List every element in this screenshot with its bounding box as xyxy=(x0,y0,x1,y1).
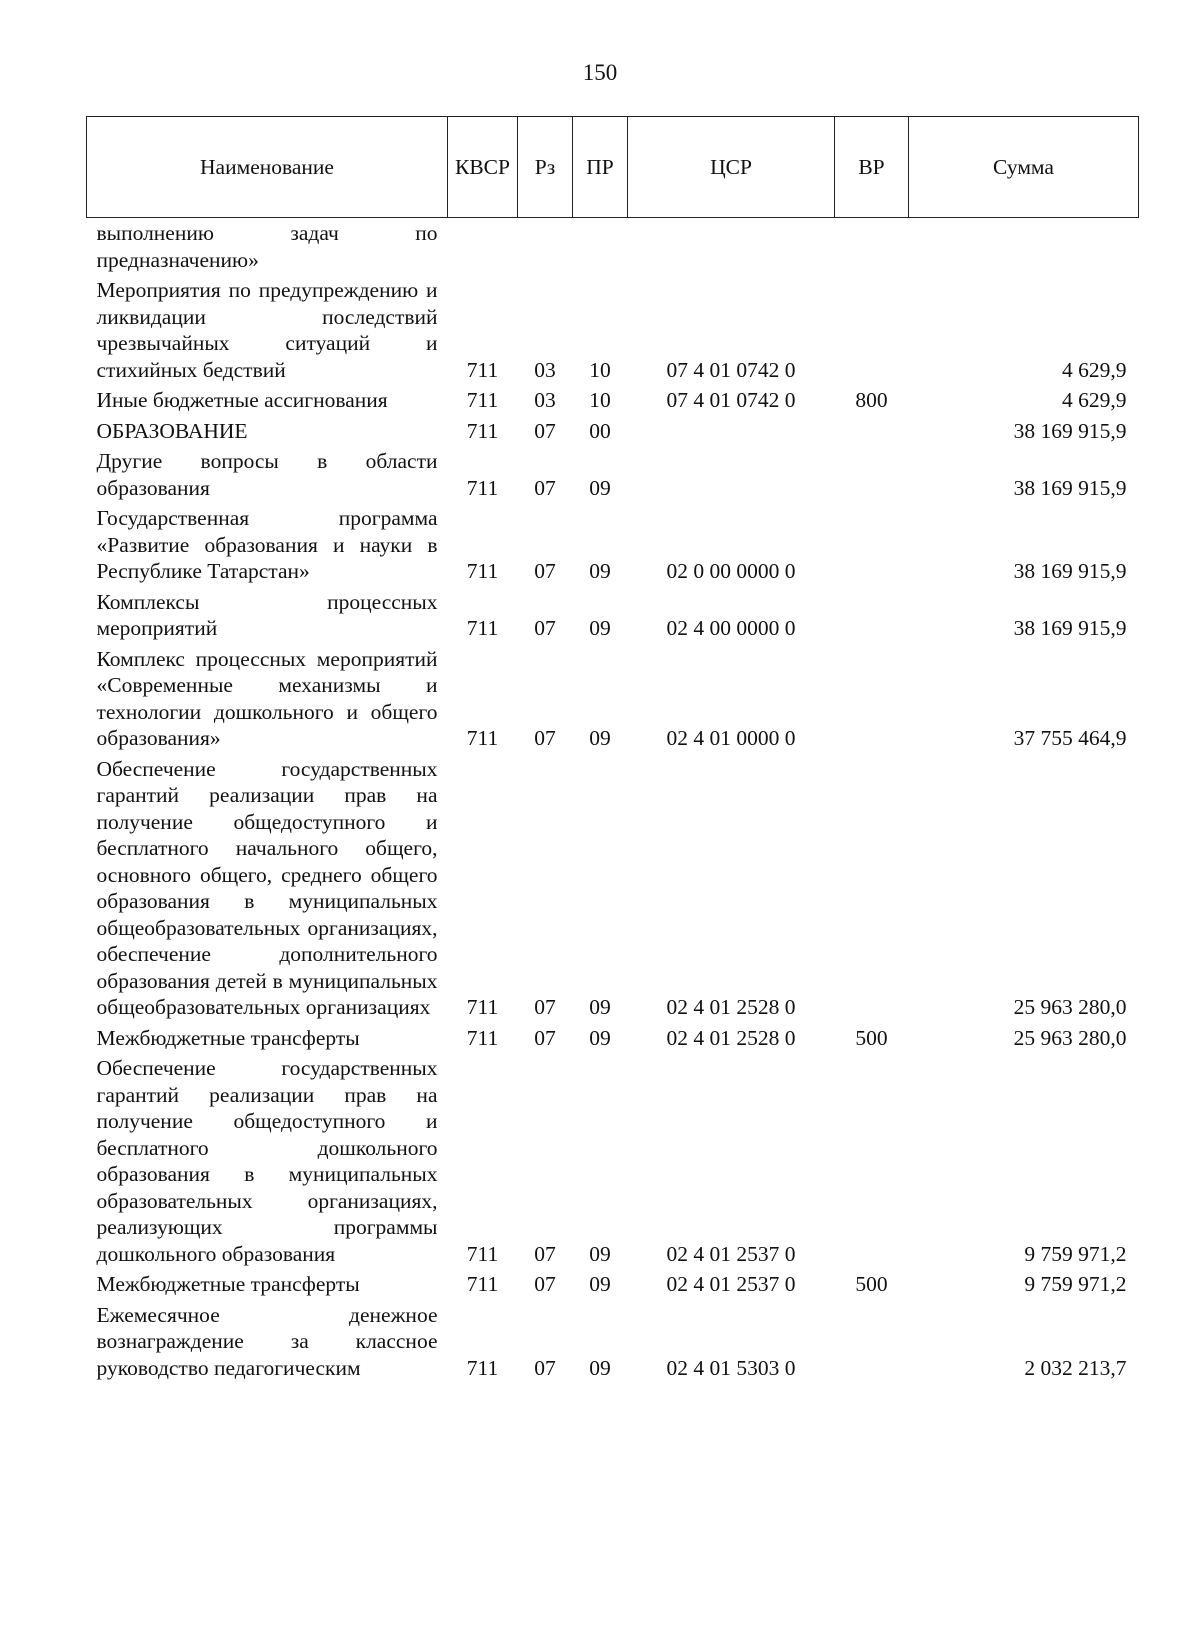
header-kvsr: КВСР xyxy=(448,117,518,218)
table-row xyxy=(87,754,1139,1023)
page-number: 150 xyxy=(582,60,618,85)
cell-kvsr: 711 xyxy=(466,418,499,443)
cell-kvsr: 711 xyxy=(466,1241,499,1266)
cell-sum: 25 963 280,0 xyxy=(1013,1025,1127,1050)
table-row xyxy=(87,587,1139,644)
cell-csr: 07 4 01 0742 0 xyxy=(666,388,796,412)
cell-pr: 10 xyxy=(589,388,611,412)
cell-rz: 07 xyxy=(534,1025,556,1050)
cell-vr xyxy=(835,587,909,644)
cell-sum: 38 169 915,9 xyxy=(1013,559,1127,583)
cell-kvsr: 711 xyxy=(466,475,499,500)
cell-pr: 09 xyxy=(589,559,611,583)
cell-vr xyxy=(835,1300,909,1384)
header-rz: Рз xyxy=(518,117,573,218)
cell-name: выполнению задач по предназначению» xyxy=(96,221,438,272)
cell-kvsr: 711 xyxy=(466,726,499,750)
cell-vr xyxy=(835,503,909,587)
cell-rz: 07 xyxy=(534,1272,556,1296)
table-row xyxy=(87,1023,1139,1054)
table-row xyxy=(87,1269,1139,1300)
cell-pr: 09 xyxy=(589,475,611,500)
cell-rz: 07 xyxy=(534,995,556,1019)
cell-name: Обеспечение государственных гарантий реализации прав на получение общедоступного и бесплатного дошкольного образования в муниципальных образовательных организациях, реализующих программы дошкольного образования xyxy=(96,1056,438,1266)
table-header-row xyxy=(87,117,1139,218)
cell-name: Другие вопросы в области образования xyxy=(96,449,438,500)
cell-pr xyxy=(573,218,628,276)
table-row xyxy=(87,416,1139,447)
cell-csr: 02 4 01 2537 0 xyxy=(666,1272,796,1296)
cell-csr: 07 4 01 0742 0 xyxy=(666,357,796,382)
cell-kvsr: 711 xyxy=(466,357,499,382)
cell-pr: 09 xyxy=(589,1241,611,1266)
cell-name: Ежемесячное денежное вознаграждение за классное руководство педагогическим xyxy=(96,1302,438,1380)
cell-rz: 07 xyxy=(534,475,556,500)
cell-kvsr: 711 xyxy=(466,995,499,1019)
header-name: Наименование xyxy=(87,117,448,218)
cell-csr xyxy=(628,446,835,503)
cell-sum xyxy=(909,218,1139,276)
cell-name: Межбюджетные трансферты xyxy=(96,1025,360,1050)
cell-rz: 07 xyxy=(534,1355,556,1380)
cell-csr xyxy=(628,416,835,447)
cell-pr: 00 xyxy=(589,418,611,443)
cell-rz: 03 xyxy=(534,357,556,382)
cell-name: Обеспечение государственных гарантий реализации прав на получение общедоступного и бесплатного начального общего, основного общего, среднего общего образования в муниципальных общеобразовательных организациях, обеспечение дополнительного образования детей в муниципальных общеобразовательных организациях xyxy=(96,756,438,1019)
cell-rz: 07 xyxy=(534,726,556,750)
cell-csr: 02 4 01 5303 0 xyxy=(666,1355,796,1380)
cell-vr: 500 xyxy=(855,1025,888,1050)
cell-rz: 07 xyxy=(534,559,556,583)
cell-sum: 25 963 280,0 xyxy=(1013,995,1127,1019)
cell-rz: 07 xyxy=(534,616,556,640)
cell-sum: 9 759 971,2 xyxy=(1024,1241,1127,1266)
cell-pr: 09 xyxy=(589,995,611,1019)
table-row xyxy=(87,503,1139,587)
cell-sum: 38 169 915,9 xyxy=(1013,616,1127,640)
header-vr: ВР xyxy=(835,117,909,218)
cell-vr xyxy=(835,275,909,385)
cell-sum: 9 759 971,2 xyxy=(1024,1272,1127,1296)
cell-rz: 07 xyxy=(534,1241,556,1266)
cell-name: Комплекс процессных мероприятий «Современные механизмы и технологии дошкольного и общего образования» xyxy=(96,646,438,750)
cell-name: Государственная программа «Развитие образования и науки в Республике Татарстан» xyxy=(96,506,438,583)
cell-vr xyxy=(835,446,909,503)
cell-vr xyxy=(835,416,909,447)
cell-vr xyxy=(835,644,909,754)
budget-table xyxy=(86,116,1139,1383)
header-pr: ПР xyxy=(573,117,628,218)
cell-pr: 09 xyxy=(589,726,611,750)
cell-kvsr: 711 xyxy=(466,388,499,412)
cell-kvsr: 711 xyxy=(466,559,499,583)
table-row xyxy=(87,1300,1139,1384)
cell-rz xyxy=(518,218,573,276)
cell-sum: 37 755 464,9 xyxy=(1013,726,1127,750)
table-row xyxy=(87,385,1139,416)
cell-csr: 02 4 01 0000 0 xyxy=(666,726,796,750)
cell-vr xyxy=(835,1053,909,1269)
table-row xyxy=(87,275,1139,385)
cell-vr xyxy=(835,218,909,276)
cell-csr: 02 0 00 0000 0 xyxy=(666,559,796,583)
cell-vr xyxy=(835,754,909,1023)
cell-csr: 02 4 01 2528 0 xyxy=(666,1025,796,1050)
cell-rz: 07 xyxy=(534,418,556,443)
cell-sum: 4 629,9 xyxy=(1062,357,1127,382)
cell-name: Мероприятия по предупреждению и ликвидации последствий чрезвычайных ситуаций и стихийных бедствий xyxy=(96,278,438,382)
cell-sum: 2 032 213,7 xyxy=(1024,1355,1127,1380)
table-row xyxy=(87,446,1139,503)
cell-pr: 09 xyxy=(589,1025,611,1050)
cell-csr: 02 4 01 2528 0 xyxy=(666,995,796,1019)
cell-kvsr xyxy=(448,218,518,276)
cell-pr: 09 xyxy=(589,616,611,640)
cell-csr: 02 4 00 0000 0 xyxy=(666,616,796,640)
table-row xyxy=(87,644,1139,754)
cell-name: Иные бюджетные ассигнования xyxy=(96,388,388,412)
cell-name: ОБРАЗОВАНИЕ xyxy=(96,418,248,443)
cell-kvsr: 711 xyxy=(466,616,499,640)
cell-vr: 800 xyxy=(855,388,888,412)
cell-kvsr: 711 xyxy=(466,1355,499,1380)
cell-name: Межбюджетные трансферты xyxy=(96,1272,360,1296)
cell-sum: 38 169 915,9 xyxy=(1013,475,1127,500)
cell-rz: 03 xyxy=(534,388,556,412)
table-row xyxy=(87,1053,1139,1269)
cell-csr: 02 4 01 2537 0 xyxy=(666,1241,796,1266)
cell-name: Комплексы процессных мероприятий xyxy=(96,589,438,640)
header-csr: ЦСР xyxy=(628,117,835,218)
cell-csr xyxy=(628,218,835,276)
cell-pr: 09 xyxy=(589,1272,611,1296)
table-row xyxy=(87,218,1139,276)
cell-pr: 10 xyxy=(589,357,611,382)
cell-kvsr: 711 xyxy=(466,1272,499,1296)
cell-sum: 4 629,9 xyxy=(1062,388,1127,412)
header-sum: Сумма xyxy=(909,117,1139,218)
cell-pr: 09 xyxy=(589,1355,611,1380)
cell-vr: 500 xyxy=(855,1272,888,1296)
cell-kvsr: 711 xyxy=(466,1025,499,1050)
cell-sum: 38 169 915,9 xyxy=(1013,418,1127,443)
